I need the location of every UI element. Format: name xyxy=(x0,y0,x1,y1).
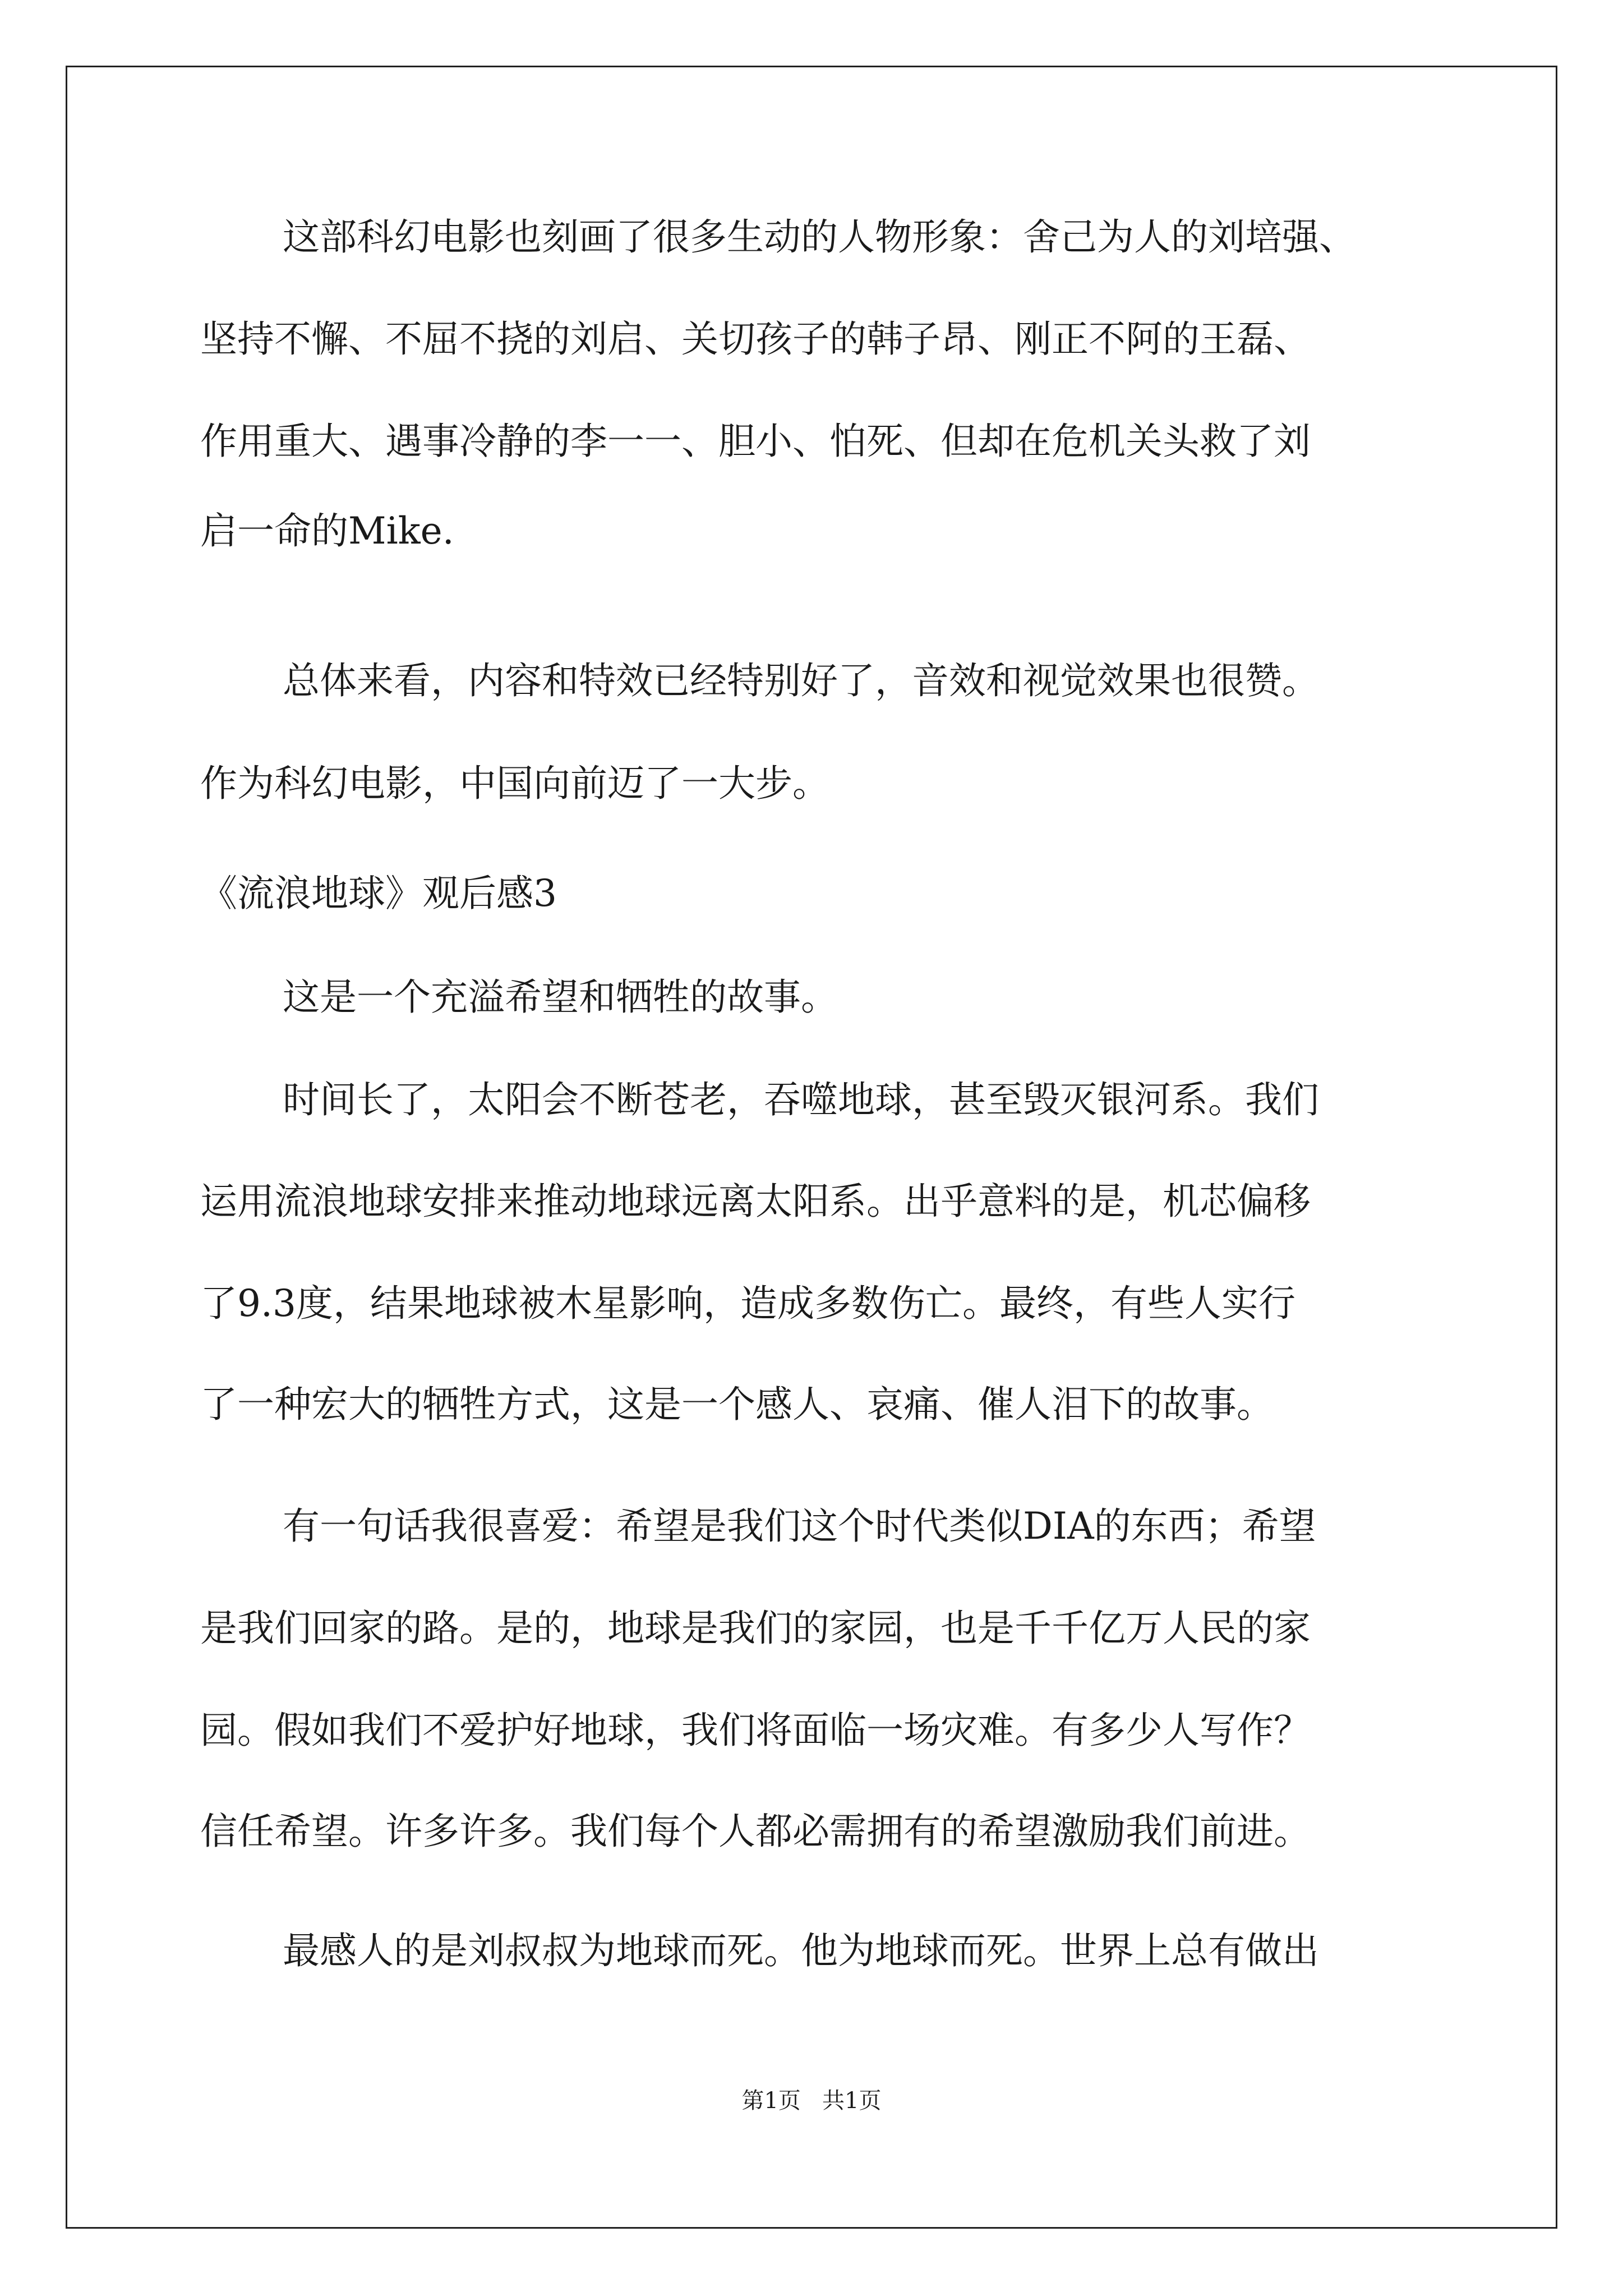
paragraph-4-line-4: 了一种宏大的牺牲方式，这是一个感人、哀痛、催人泪下的故事。 xyxy=(200,1383,1274,1426)
paragraph-2-line-2: 作为科幻电影，中国向前迈了一大步。 xyxy=(200,762,829,805)
paragraph-6-line-1: 最感人的是刘叔叔为地球而死。他为地球而死。世界上总有做出 xyxy=(283,1929,1319,1972)
paragraph-5-line-1: 有一句话我很喜爱：希望是我们这个时代类似DIA的东西；希望 xyxy=(283,1504,1316,1548)
paragraph-4-line-2: 运用流浪地球安排来推动地球远离太阳系。出乎意料的是，机芯偏移 xyxy=(200,1180,1311,1223)
paragraph-1-line-1: 这部科幻电影也刻画了很多生动的人物形象：舍己为人的刘培强、 xyxy=(283,215,1356,259)
section-heading: 《流浪地球》观后感3 xyxy=(200,872,557,915)
paragraph-1-line-4: 启一命的Mike. xyxy=(200,509,454,553)
paragraph-5-line-3: 园。假如我们不爱护好地球，我们将面临一场灾难。有多少人写作？ xyxy=(200,1709,1311,1752)
paragraph-1-line-3: 作用重大、遇事冷静的李一一、胆小、怕死、但却在危机关头救了刘 xyxy=(200,420,1311,463)
paragraph-4-line-3: 了9.3度，结果地球被木星影响，造成多数伤亡。最终，有些人实行 xyxy=(200,1282,1295,1325)
paragraph-4-line-1: 时间长了，太阳会不断苍老，吞噬地球，甚至毁灭银河系。我们 xyxy=(283,1078,1319,1121)
paragraph-2-line-1: 总体来看，内容和特效已经特别好了，音效和视觉效果也很赞。 xyxy=(283,659,1319,702)
paragraph-3-line-1: 这是一个充溢希望和牺牲的故事。 xyxy=(283,976,838,1019)
paragraph-1-line-2: 坚持不懈、不屈不挠的刘启、关切孩子的韩子昂、刚正不阿的王磊、 xyxy=(200,318,1311,361)
page-border xyxy=(66,66,1557,2229)
page-number-footer: 第1页 共1页 xyxy=(741,2088,882,2114)
paragraph-5-line-2: 是我们回家的路。是的，地球是我们的家园，也是千千亿万人民的家 xyxy=(200,1607,1311,1650)
paragraph-5-line-4: 信任希望。许多许多。我们每个人都必需拥有的希望激励我们前进。 xyxy=(200,1810,1311,1853)
